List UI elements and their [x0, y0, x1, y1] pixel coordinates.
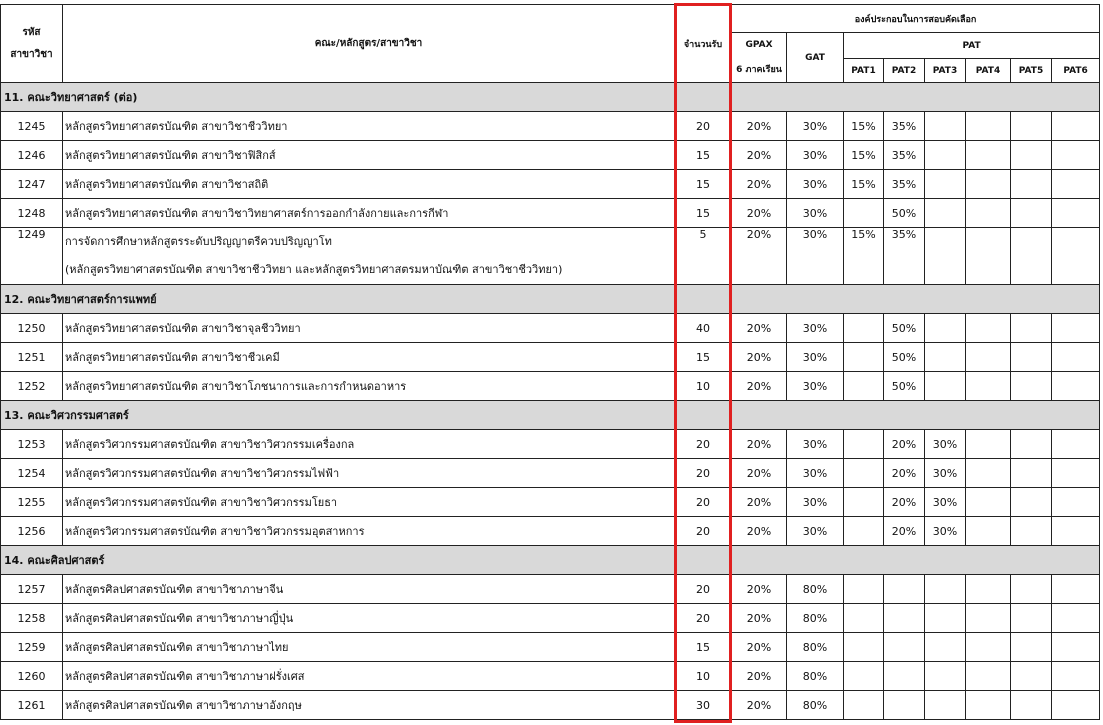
program-code: 1249: [1, 228, 63, 285]
pat-value: [1052, 343, 1100, 372]
pat-value: [966, 633, 1011, 662]
gpax-value: 20%: [732, 170, 787, 199]
program-name-line: การจัดการศึกษาหลักสูตรระดับปริญญาตรีควบปริญญาโท: [65, 235, 332, 248]
table-row: [1, 662, 1100, 691]
gpax-value: 20%: [732, 141, 787, 170]
pat-value: [925, 604, 966, 633]
pat-value: [1052, 199, 1100, 228]
program-name: [63, 228, 675, 285]
pat-value: 35%: [884, 170, 925, 199]
table-row: [1, 372, 1100, 401]
pat-value: [925, 343, 966, 372]
pat-col-header: PAT2: [884, 59, 925, 83]
table-row: [1, 488, 1100, 517]
pat-value: [966, 488, 1011, 517]
pat-value: [1052, 141, 1100, 170]
gpax-value: 20%: [732, 112, 787, 141]
gpax-value: 20%: [732, 604, 787, 633]
program-code: 1247: [1, 170, 63, 199]
seats-value: 20: [675, 459, 732, 488]
section-components-cell: [732, 401, 1100, 430]
pat-value: [844, 459, 884, 488]
gpax-value: 20%: [732, 662, 787, 691]
program-name: [63, 517, 675, 546]
section-title: 14. คณะศิลปศาสตร์: [1, 546, 675, 575]
gpax-value: 20%: [732, 430, 787, 459]
section-row: [1, 401, 1100, 430]
pat-value: [1052, 372, 1100, 401]
section-seats-cell: [675, 285, 732, 314]
program-name-line: หลักสูตรวิทยาศาสตรบัณฑิต สาขาวิชาฟิสิกส์: [65, 149, 276, 162]
pat-value: 35%: [884, 141, 925, 170]
gat-value: 30%: [787, 170, 844, 199]
program-code: 1261: [1, 691, 63, 720]
section-row: [1, 83, 1100, 112]
program-code: 1251: [1, 343, 63, 372]
pat-value: [1052, 691, 1100, 720]
pat-value: [966, 430, 1011, 459]
pat-value: [925, 575, 966, 604]
pat-value: [884, 575, 925, 604]
program-name-line: หลักสูตรวิทยาศาสตรบัณฑิต สาขาวิชาสถิติ: [65, 178, 269, 191]
program-code: 1250: [1, 314, 63, 343]
program-name: [63, 691, 675, 720]
pat-value: [1011, 228, 1052, 285]
pat-value: 20%: [884, 459, 925, 488]
section-title: 13. คณะวิศวกรรมศาสตร์: [1, 401, 675, 430]
gpax-value: 20%: [732, 691, 787, 720]
gpax-value: 20%: [732, 199, 787, 228]
program-name-line: หลักสูตรวิศวกรรมศาสตรบัณฑิต สาขาวิชาวิศวกรรมโยธา: [65, 496, 338, 509]
pat-value: [1011, 488, 1052, 517]
seats-value: 15: [675, 170, 732, 199]
pat-value: [966, 604, 1011, 633]
program-name-line: หลักสูตรศิลปศาสตรบัณฑิต สาขาวิชาภาษาญี่ปุ่น: [65, 612, 294, 625]
section-row: [1, 546, 1100, 575]
section-title: 11. คณะวิทยาศาสตร์ (ต่อ): [1, 83, 675, 112]
pat-value: [966, 343, 1011, 372]
table-row: [1, 575, 1100, 604]
pat-value: [1052, 314, 1100, 343]
pat-value: [966, 372, 1011, 401]
pat-value: 50%: [884, 199, 925, 228]
table-row: [1, 430, 1100, 459]
program-code: 1246: [1, 141, 63, 170]
program-name-line: หลักสูตรศิลปศาสตรบัณฑิต สาขาวิชาภาษาอังกฤษ: [65, 699, 302, 712]
program-code: 1254: [1, 459, 63, 488]
table-row: [1, 314, 1100, 343]
code-header: [1, 5, 63, 83]
pat-value: [844, 633, 884, 662]
gpax-value: 20%: [732, 488, 787, 517]
pat-value: [966, 459, 1011, 488]
pat-value: [1052, 488, 1100, 517]
pat-value: [966, 141, 1011, 170]
pat-value: [844, 662, 884, 691]
program-code: 1248: [1, 199, 63, 228]
seats-value: 30: [675, 691, 732, 720]
section-row: [1, 285, 1100, 314]
program-name: [63, 199, 675, 228]
seats-value: 40: [675, 314, 732, 343]
pat-value: [925, 662, 966, 691]
gpax-value: 20%: [732, 314, 787, 343]
gat-value: 80%: [787, 633, 844, 662]
pat-value: [844, 488, 884, 517]
pat-value: [1011, 314, 1052, 343]
pat-value: 20%: [884, 517, 925, 546]
gat-value: 30%: [787, 343, 844, 372]
pat-value: [1011, 112, 1052, 141]
gat-value: 30%: [787, 372, 844, 401]
gpax-value: 20%: [732, 228, 787, 285]
pat-value: [1011, 691, 1052, 720]
pat-value: [844, 343, 884, 372]
pat-value: [925, 228, 966, 285]
pat-value: 50%: [884, 343, 925, 372]
pat-value: [1052, 430, 1100, 459]
program-code: 1257: [1, 575, 63, 604]
program-code: 1253: [1, 430, 63, 459]
table-row: [1, 691, 1100, 720]
gat-value: 30%: [787, 228, 844, 285]
program-code: 1256: [1, 517, 63, 546]
program-name: [63, 314, 675, 343]
section-seats-cell: [675, 546, 732, 575]
gat-value: 30%: [787, 314, 844, 343]
program-name: [63, 343, 675, 372]
program-name-line: หลักสูตรวิศวกรรมศาสตรบัณฑิต สาขาวิชาวิศวกรรมไฟฟ้า: [65, 467, 340, 480]
seats-value: 20: [675, 517, 732, 546]
table-row: [1, 141, 1100, 170]
pat-col-header: PAT6: [1052, 59, 1100, 83]
pat-value: 20%: [884, 430, 925, 459]
code-header-line1: รหัส: [22, 26, 41, 38]
pat-value: [1011, 459, 1052, 488]
pat-value: [1052, 604, 1100, 633]
pat-value: [966, 228, 1011, 285]
pat-value: [966, 575, 1011, 604]
table-row: [1, 112, 1100, 141]
table-row: [1, 228, 1100, 285]
pat-value: [884, 604, 925, 633]
seats-value: 15: [675, 141, 732, 170]
program-header: คณะ/หลักสูตร/สาขาวิชา: [63, 5, 675, 83]
program-name: [63, 372, 675, 401]
seats-value: 10: [675, 372, 732, 401]
program-code: 1245: [1, 112, 63, 141]
program-code: 1258: [1, 604, 63, 633]
table-row: [1, 170, 1100, 199]
gat-value: 30%: [787, 459, 844, 488]
seats-value: 20: [675, 488, 732, 517]
pat-value: [1052, 112, 1100, 141]
section-components-cell: [732, 546, 1100, 575]
pat-value: 30%: [925, 488, 966, 517]
pat-value: [1011, 662, 1052, 691]
program-name-line: หลักสูตรศิลปศาสตรบัณฑิต สาขาวิชาภาษาจีน: [65, 583, 284, 596]
program-name: [63, 633, 675, 662]
seats-value: 20: [675, 430, 732, 459]
pat-value: [1052, 517, 1100, 546]
seats-value: 10: [675, 662, 732, 691]
pat-value: [966, 662, 1011, 691]
gpax-value: 20%: [732, 633, 787, 662]
program-name-line: หลักสูตรวิศวกรรมศาสตรบัณฑิต สาขาวิชาวิศวกรรมเครื่องกล: [65, 438, 355, 451]
program-name: [63, 488, 675, 517]
gat-value: 30%: [787, 517, 844, 546]
pat-value: [1011, 343, 1052, 372]
gat-value: 30%: [787, 488, 844, 517]
gpax-header-label: GPAX: [745, 39, 773, 50]
pat-value: 35%: [884, 228, 925, 285]
program-name-line: หลักสูตรวิทยาศาสตรบัณฑิต สาขาวิชาชีวเคมี: [65, 351, 280, 364]
pat-value: 20%: [884, 488, 925, 517]
pat-value: [1011, 633, 1052, 662]
gat-value: 80%: [787, 662, 844, 691]
pat-value: [925, 141, 966, 170]
program-code: 1255: [1, 488, 63, 517]
pat-value: [1052, 459, 1100, 488]
pat-value: [925, 314, 966, 343]
pat-value: [1052, 662, 1100, 691]
table-row: [1, 343, 1100, 372]
gat-value: 30%: [787, 199, 844, 228]
pat-value: [1011, 517, 1052, 546]
gat-value: 80%: [787, 604, 844, 633]
pat-value: [966, 170, 1011, 199]
pat-value: [925, 372, 966, 401]
section-components-cell: [732, 285, 1100, 314]
pat-value: 50%: [884, 314, 925, 343]
pat-col-header: PAT4: [966, 59, 1011, 83]
program-name: [63, 170, 675, 199]
gpax-value: 20%: [732, 517, 787, 546]
pat-value: [844, 575, 884, 604]
pat-col-header: PAT1: [844, 59, 884, 83]
pat-value: [966, 112, 1011, 141]
gpax-value: 20%: [732, 459, 787, 488]
pat-value: [966, 199, 1011, 228]
pat-value: [1011, 604, 1052, 633]
pat-value: [1011, 199, 1052, 228]
gat-value: 30%: [787, 112, 844, 141]
program-name-line: หลักสูตรวิทยาศาสตรบัณฑิต สาขาวิชาวิทยาศาสตร์การออกกำลังกายและการกีฬา: [65, 207, 449, 220]
program-name-line-2: (หลักสูตรวิทยาศาสตรบัณฑิต สาขาวิชาชีววิทยา และหลักสูตรวิทยาศาสตรมหาบัณฑิต สาขาวิชาชีววิทยา): [65, 263, 563, 276]
program-name: [63, 459, 675, 488]
section-seats-cell: [675, 401, 732, 430]
pat-value: [1052, 575, 1100, 604]
pat-value: 50%: [884, 372, 925, 401]
program-name-line: หลักสูตรศิลปศาสตรบัณฑิต สาขาวิชาภาษาไทย: [65, 641, 289, 654]
pat-value: [844, 430, 884, 459]
pat-value: [844, 691, 884, 720]
pat-value: [1011, 372, 1052, 401]
pat-value: [966, 314, 1011, 343]
section-seats-cell: [675, 83, 732, 112]
pat-value: 15%: [844, 112, 884, 141]
section-title: 12. คณะวิทยาศาสตร์การแพทย์: [1, 285, 675, 314]
program-name: [63, 662, 675, 691]
gat-value: 30%: [787, 141, 844, 170]
seats-value: 5: [675, 228, 732, 285]
code-header-line2: สาขาวิชา: [10, 48, 53, 60]
program-code: 1260: [1, 662, 63, 691]
program-name: [63, 604, 675, 633]
gat-value: 30%: [787, 430, 844, 459]
gat-header: GAT: [787, 33, 844, 83]
seats-value: 20: [675, 604, 732, 633]
pat-value: [1011, 575, 1052, 604]
pat-value: 15%: [844, 141, 884, 170]
pat-value: [925, 633, 966, 662]
table-row: [1, 199, 1100, 228]
section-components-cell: [732, 83, 1100, 112]
seats-value: 20: [675, 575, 732, 604]
pat-value: [1011, 170, 1052, 199]
pat-value: [884, 662, 925, 691]
gpax-value: 20%: [732, 372, 787, 401]
pat-value: 30%: [925, 459, 966, 488]
pat-col-header: PAT3: [925, 59, 966, 83]
seats-header: จำนวนรับ: [675, 5, 732, 83]
pat-value: [844, 604, 884, 633]
pat-value: [925, 691, 966, 720]
program-name-line: หลักสูตรศิลปศาสตรบัณฑิต สาขาวิชาภาษาฝรั่งเศส: [65, 670, 305, 683]
program-name: [63, 112, 675, 141]
admission-table: [0, 4, 1100, 720]
pat-value: [1011, 141, 1052, 170]
pat-value: [1052, 633, 1100, 662]
pat-value: 30%: [925, 517, 966, 546]
program-code: 1252: [1, 372, 63, 401]
program-name: [63, 141, 675, 170]
components-header: องค์ประกอบในการสอบคัดเลือก: [732, 5, 1100, 33]
pat-value: [844, 199, 884, 228]
gat-value: 80%: [787, 575, 844, 604]
table-row: [1, 459, 1100, 488]
pat-value: [966, 691, 1011, 720]
pat-value: [1011, 430, 1052, 459]
gat-value: 80%: [787, 691, 844, 720]
pat-value: 15%: [844, 228, 884, 285]
pat-value: [844, 314, 884, 343]
program-name-line: หลักสูตรวิทยาศาสตรบัณฑิต สาขาวิชาชีววิทยา: [65, 120, 288, 133]
program-name-line: หลักสูตรวิทยาศาสตรบัณฑิต สาขาวิชาโภชนาการและการกำหนดอาหาร: [65, 380, 407, 393]
pat-value: [966, 517, 1011, 546]
gpax-value: 20%: [732, 575, 787, 604]
pat-value: [884, 633, 925, 662]
gpax-header: [732, 33, 787, 83]
pat-value: [1052, 228, 1100, 285]
pat-value: [884, 691, 925, 720]
gpax-value: 20%: [732, 343, 787, 372]
program-name-line: หลักสูตรวิศวกรรมศาสตรบัณฑิต สาขาวิชาวิศวกรรมอุตสาหการ: [65, 525, 365, 538]
pat-value: 35%: [884, 112, 925, 141]
pat-value: [844, 372, 884, 401]
pat-value: 30%: [925, 430, 966, 459]
program-code: 1259: [1, 633, 63, 662]
pat-value: [925, 170, 966, 199]
program-name-line: หลักสูตรวิทยาศาสตรบัณฑิต สาขาวิชาจุลชีววิทยา: [65, 322, 301, 335]
program-name: [63, 430, 675, 459]
seats-value: 15: [675, 633, 732, 662]
table-row: [1, 633, 1100, 662]
program-name: [63, 575, 675, 604]
pat-col-header: PAT5: [1011, 59, 1052, 83]
pat-header: PAT: [844, 33, 1100, 59]
pat-value: [844, 517, 884, 546]
seats-value: 15: [675, 343, 732, 372]
pat-value: [925, 112, 966, 141]
seats-value: 15: [675, 199, 732, 228]
pat-value: [925, 199, 966, 228]
gpax-header-sub: 6 ภาคเรียน: [736, 64, 782, 75]
seats-value: 20: [675, 112, 732, 141]
pat-value: 15%: [844, 170, 884, 199]
pat-value: [1052, 170, 1100, 199]
table-row: [1, 517, 1100, 546]
table-row: [1, 604, 1100, 633]
